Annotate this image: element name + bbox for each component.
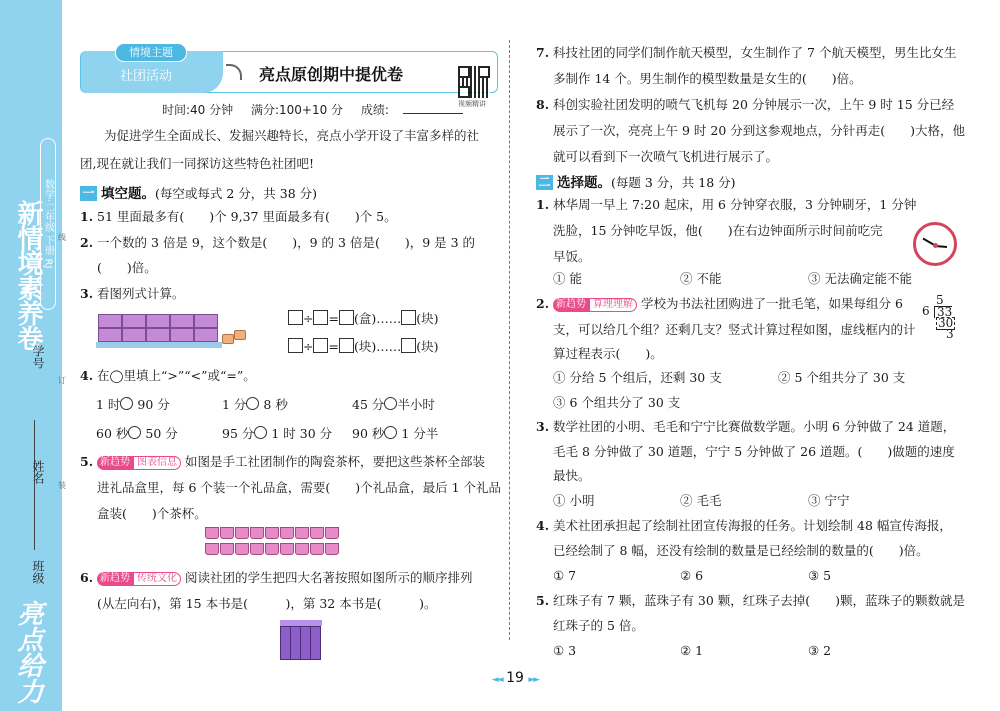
question-text: 看图列式计算。 [97,286,185,301]
compare-item-2: 1 分 8 秒 [222,397,288,412]
choice-3-option-1[interactable]: ① 小明 [553,493,595,508]
intro-line-1: 为促进学生全面成长、发掘兴趣特长，亮点小学开设了丰富多样的社 [104,128,480,143]
answer-box[interactable] [288,310,303,325]
question-text: 科创实验社团发明的喷气飞机每 20 分钟展示一次，上午 9 时 15 分已经 [553,97,955,112]
theme-tag [81,46,223,93]
choice-2-option-3[interactable]: ③ 6 个组共分了 30 支 [553,395,681,410]
question-3 [80,286,185,302]
theme-pill: 情境主题 [115,43,187,62]
question-number: 8. [536,97,550,112]
question-number: 6. [80,570,94,585]
question-text: 一个数的 3 倍是 9，这个数是( )，9 的 3 倍是( )，9 是 3 的 [97,235,476,250]
header-banner [80,46,498,93]
section-2-number: 二 [536,175,553,190]
question-5-line-3: 盒装( )个茶杯。 [97,506,207,521]
question-number: 4. [536,518,550,533]
topic-badge: 传统文化 [133,572,181,586]
division-quotient: 5 [936,293,944,307]
section-2-heading [536,171,736,191]
series-title: 新情境素养卷 [13,200,43,350]
compare-item-3: 45 分 半小时 [352,397,435,412]
class-line [34,420,35,550]
choice-2-line-3: 算过程表示( )。 [553,346,663,361]
compare-circle[interactable] [384,397,397,410]
unit-label: (块) [416,311,439,326]
choice-2-line-2: 支，可以给几个组？还剩几支？竖式计算过程如图，虚线框内的计 [553,322,916,337]
cut-mark-2: 订 [58,376,66,385]
question-text: 数学社团的小明、毛毛和宁宁比赛做数学题。小明 6 分钟做了 24 道题， [553,419,956,434]
compare-circle[interactable] [128,426,141,439]
id-label: 学号 [31,345,45,369]
question-text: 学校为书法社团购进了一批毛笔，如果每组分 6 [641,296,903,311]
answer-box[interactable] [313,310,328,325]
question-number: 1. [536,197,550,212]
answer-box[interactable] [339,310,354,325]
cake-pieces-illustration [222,330,250,344]
question-2-line-2: ( )倍。 [97,260,157,275]
trend-badge: 新趋势 [553,298,589,312]
question-2-line-1 [80,235,475,251]
choice-1-option-1[interactable]: ① 能 [553,271,582,286]
grade-blank[interactable] [403,113,463,114]
question-7-line-1 [536,45,956,61]
question-text: 在◯里填上“>”“<”或“=”。 [97,368,256,383]
question-8-line-1 [536,97,954,113]
division-dividend: 33 [934,306,952,318]
choice-3-line-1 [536,419,955,435]
class-label: 班级 [31,560,45,584]
choice-1-option-3[interactable]: ③ 无法确定能不能 [808,271,912,286]
question-number: 2. [536,296,550,311]
grade-label: 成绩: [360,103,389,117]
answer-box[interactable] [339,338,354,353]
answer-box[interactable] [401,338,416,353]
question-5-line-1 [80,454,485,470]
question-text: 科技社团的同学们制作航天模型，女生制作了 7 个航天模型，男生比女生 [553,45,957,60]
question-text: 红珠子有 7 颗，蓝珠子有 30 颗，红珠子去掉( )颗，蓝珠子的颗数就是 [553,593,966,608]
trend-badge: 新趋势 [97,572,133,586]
answer-box[interactable] [313,338,328,353]
page-footer [470,670,560,686]
prev-arrow-icon: ◄◄ [491,675,502,685]
brand-logo: 亮点给力 [13,600,43,704]
choice-4-option-1[interactable]: ① 7 [553,568,577,583]
question-8-line-3: 就可以看到下一次喷气飞机进行展示了。 [553,149,779,164]
question-6-line-1 [80,570,473,586]
choice-2-option-2[interactable]: ② 5 个组共分了 30 支 [778,370,906,385]
teacups-illustration [205,527,345,557]
choice-4-option-2[interactable]: ② 6 [680,568,704,583]
unit-label: (块) [416,339,439,354]
question-text: 美术社团承担起了绘制社团宣传海报的任务。计划绘制 48 幅宣传海报， [553,518,952,533]
qr-label: 视频精讲 [458,100,486,108]
equation-2 [288,338,439,355]
question-number: 3. [80,286,94,301]
question-1 [80,209,397,225]
section-1-desc: (每空或每式 2 分，共 38 分) [155,186,318,201]
question-7-line-2: 多制作 14 个。男生制作的模型数量是女生的( )倍。 [553,71,862,86]
exam-meta [162,101,463,118]
compare-item-6: 90 秒 1 分半 [352,426,439,441]
theme-name: 社团活动 [119,69,172,84]
choice-4-line-2: 已经绘制了 8 幅，还没有绘制的数量是已经绘制的数量的( )倍。 [553,543,929,558]
question-8-line-2: 展示了一次，亮亮上午 9 时 20 分到这参观地点，分针再走( )大格，他 [553,123,966,138]
unit-label: (盒)…… [353,311,402,326]
cut-mark-3: 装 [58,481,66,490]
question-number: 5. [80,454,94,469]
choice-5-option-2[interactable]: ② 1 [680,643,704,658]
paper-title: 亮点原创期中提优卷 [259,65,404,84]
compare-circle[interactable] [246,397,259,410]
choice-3-line-2: 毛毛 8 分钟做了 30 道题，宁宁 5 分钟做了 26 道题。( )做题的速度 [553,444,955,459]
compare-item-1: 1 时 90 分 [96,397,170,412]
choice-5-option-3[interactable]: ③ 2 [808,643,832,658]
choice-5-option-1[interactable]: ① 3 [553,643,577,658]
unit-label: (块)…… [353,339,402,354]
choice-3-option-2[interactable]: ② 毛毛 [680,493,722,508]
compare-circle[interactable] [254,426,267,439]
full-score: 满分:100+10 分 [250,103,344,117]
intro-line-2: 团,现在就让我们一同探访这些特色社团吧! [80,156,314,171]
compare-circle[interactable] [120,397,133,410]
division-divisor: 6 [922,304,930,318]
answer-box[interactable] [288,338,303,353]
section-2-desc: (每题 3 分，共 18 分) [611,175,736,190]
divide-sign: ÷ [303,339,314,354]
choice-4-option-3[interactable]: ③ 5 [808,568,832,583]
choice-2-line-1 [536,296,903,312]
trend-badge: 新趋势 [97,456,133,470]
section-2-title: 选择题。 [557,175,611,191]
choice-1-option-2[interactable]: ② 不能 [680,271,722,286]
choice-3-option-3[interactable]: ③ 宁宁 [808,493,850,508]
question-text: 51 里面最多有( )个 9,37 里面最多有( )个 5。 [97,209,397,224]
four-books-illustration [280,620,322,660]
section-1-title: 填空题。 [101,186,155,202]
cake-boxes-illustration [96,312,222,348]
compare-circle[interactable] [384,426,397,439]
topic-badge: 图表信息 [133,456,181,470]
question-number: 3. [536,419,550,434]
choice-4-line-1 [536,518,952,534]
question-text: 阅读社团的学生把四大名著按照如图所示的顺序排列 [185,570,473,585]
choice-3-line-3: 最快。 [553,468,591,483]
question-4 [80,368,256,384]
page-number: 19 [506,670,524,686]
decoration-arc-icon [226,64,242,80]
question-6-line-2: (从左向右)，第 15 本书是( )，第 32 本书是( )。 [97,596,437,611]
choice-1-line-1 [536,197,916,213]
choice-1-line-3: 早饭。 [553,249,591,264]
division-product-box: 30 [938,316,954,330]
question-5-line-2: 进礼品盒里，每 6 个装一个礼品盒，需要( )个礼品盒，最后 1 个礼品 [97,480,502,495]
next-arrow-icon: ►► [528,675,539,685]
question-number: 7. [536,45,550,60]
question-number: 2. [80,235,94,250]
question-number: 1. [80,209,94,224]
qr-code-icon[interactable] [458,66,490,98]
choice-1-line-2: 洗脸，15 分钟吃早饭，他( )在右边钟面所示时间前吃完 [553,223,883,238]
time-limit: 时间:40 分钟 [162,103,234,117]
section-1-number: 一 [80,186,97,201]
question-number: 5. [536,593,550,608]
choice-2-option-1[interactable]: ① 分给 5 个组后，还剩 30 支 [553,370,722,385]
compare-item-5: 95 分 1 时 30 分 [222,426,333,441]
divide-sign: ÷ [303,311,314,326]
equation-1 [288,310,439,327]
choice-5-line-1 [536,593,965,609]
fold-line [509,40,510,640]
topic-badge: 算理理解 [589,298,637,312]
name-label: 姓名 [31,460,45,484]
question-text: 如图是手工社团制作的陶瓷茶杯，要把这些茶杯全部装 [185,454,486,469]
section-1-heading [80,182,317,202]
cut-mark-1: 线 [58,233,66,242]
answer-box[interactable] [401,310,416,325]
choice-5-line-2: 红珠子的 5 倍。 [553,618,644,633]
equals-sign: = [328,311,339,326]
compare-item-4: 60 秒 50 分 [96,426,178,441]
clock-icon [913,222,957,266]
division-remainder: 3 [946,327,954,341]
question-number: 4. [80,368,94,383]
equals-sign: = [328,339,339,354]
question-text: 林华周一早上 7:20 起床，用 6 分钟穿衣服，3 分钟刷牙，1 分钟 [553,197,917,212]
edition-label: 数学·二年级 下册 RJ [40,138,56,310]
